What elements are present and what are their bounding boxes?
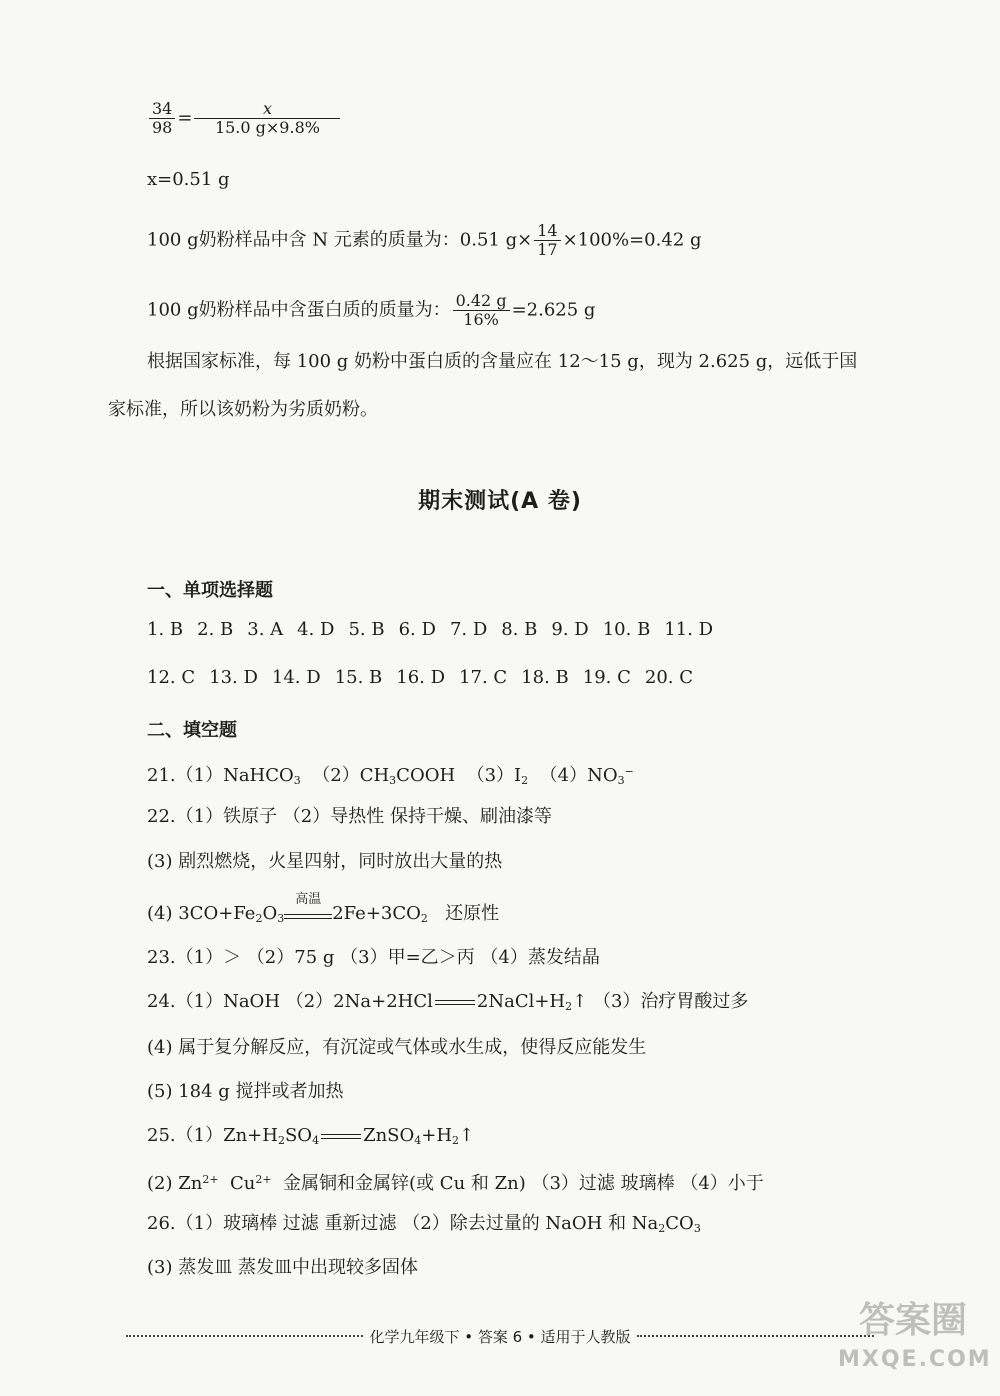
footer-text: 化学九年级下 • 答案 6 • 适用于人教版 — [369, 1327, 631, 1346]
answer-item: 17. C — [459, 667, 508, 688]
answer-item: 3. A — [247, 619, 284, 640]
equation-protein-mass: 100 g奶粉样品中含蛋白质的质量为： $\frac{0.42 g}{16\%}$ =2.625 g — [147, 291, 596, 329]
reaction-condition: 高温 — [284, 904, 332, 919]
answer-item: 7. D — [449, 619, 488, 640]
answers-row-2 — [147, 666, 707, 690]
answer-item: 9. D — [551, 619, 589, 640]
answer-item: 18. B — [521, 667, 569, 688]
conclusion-line-2: 家标准，所以该奶粉为劣质奶粉。 — [108, 399, 378, 420]
answer-21: 21.（1）NaHCO$_3$ $(2)CH_3COOH$ $(3)I_2$ $(4)NO_3^-$ — [147, 765, 634, 787]
answer-item: 2. B — [197, 619, 234, 640]
answer-item: 6. D — [398, 619, 436, 640]
answer-item: 8. B — [501, 619, 538, 640]
answer-item: 15. B — [334, 667, 383, 688]
answer-25-b: (2) $Zn^{2+}$ $Cu^{2+}$ 金属铜和金属锌(或 Cu 和 Zn) （3）过滤 玻璃棒 （4）小于 — [147, 1173, 764, 1194]
conclusion-line-1: 根据国家标准，每 100 g 奶粉中蛋白质的含量应在 12～15 g，现为 2.625 g，远低于国 — [147, 351, 858, 372]
equation-result: x=0.51 g — [147, 169, 230, 190]
answer-item: 1. B — [147, 619, 184, 640]
section-heading-fill: 二、填空题 — [147, 720, 237, 741]
answer-22-b: (3) 剧烈燃烧，火星四射，同时放出大量的热 — [147, 851, 503, 872]
watermark-logo: 答案圈 MXQE.COM — [838, 1300, 992, 1372]
answer-25-a: $25.(1)Zn+H_2SO_4$ $ZnSO_4+H_2↑$ — [147, 1125, 475, 1147]
answer-24-c: (5) 184 g 搅拌或者加热 — [147, 1081, 344, 1102]
answer-item: 5. B — [348, 619, 385, 640]
answers-row-1 — [147, 618, 727, 642]
section-heading-choice: 一、单项选择题 — [147, 580, 273, 601]
answer-item: 14. D — [271, 667, 321, 688]
answer-item: 10. B — [602, 619, 651, 640]
answer-24-b: (4) 属于复分解反应，有沉淀或气体或水生成，使得反应能发生 — [147, 1037, 647, 1058]
answer-item: 16. D — [396, 667, 446, 688]
answer-item: 20. C — [644, 667, 693, 688]
answer-item: 4. D — [297, 619, 335, 640]
equation-n-mass: 100 g奶粉样品中含 N 元素的质量为：0.51 g× $\frac{14}{17}$ ×100%=0.42 g — [147, 221, 702, 259]
answer-item: 12. C — [147, 667, 196, 688]
answer-26-a: 26.（1）玻璃棒 过滤 重新过滤 （2）除去过量的 NaOH 和 $Na_2CO_3$ — [147, 1213, 701, 1235]
answer-23: 23.（1）＞ （2）75 g （3）甲=乙＞丙 （4）蒸发结晶 — [147, 947, 600, 968]
answer-22-c: (4) $3CO+Fe_2O_3$ 高温 $2Fe+3CO_2$ 还原性 — [147, 892, 500, 925]
answer-item: 13. D — [209, 667, 258, 688]
page-footer — [120, 1324, 880, 1348]
answer-item: 11. D — [664, 619, 714, 640]
answer-22-a: 22.（1）铁原子 （2）导热性 保持干燥、刷油漆等 — [147, 806, 552, 827]
answer-item: 19. C — [582, 667, 631, 688]
page-title: 期末测试(A 卷) — [418, 489, 582, 514]
equation-ratio: $\frac{34}{98}$ = $\frac{x}{15.0 g\times 9.8\%}$ — [147, 100, 940, 137]
answer-24-a: 24.（1）NaOH （2）2Na+2HCl $2NaCl+H_2↑$ （3）治疗胃酸过多 — [147, 991, 749, 1013]
answer-26-b: (3) 蒸发皿 蒸发皿中出现较多固体 — [147, 1257, 418, 1278]
